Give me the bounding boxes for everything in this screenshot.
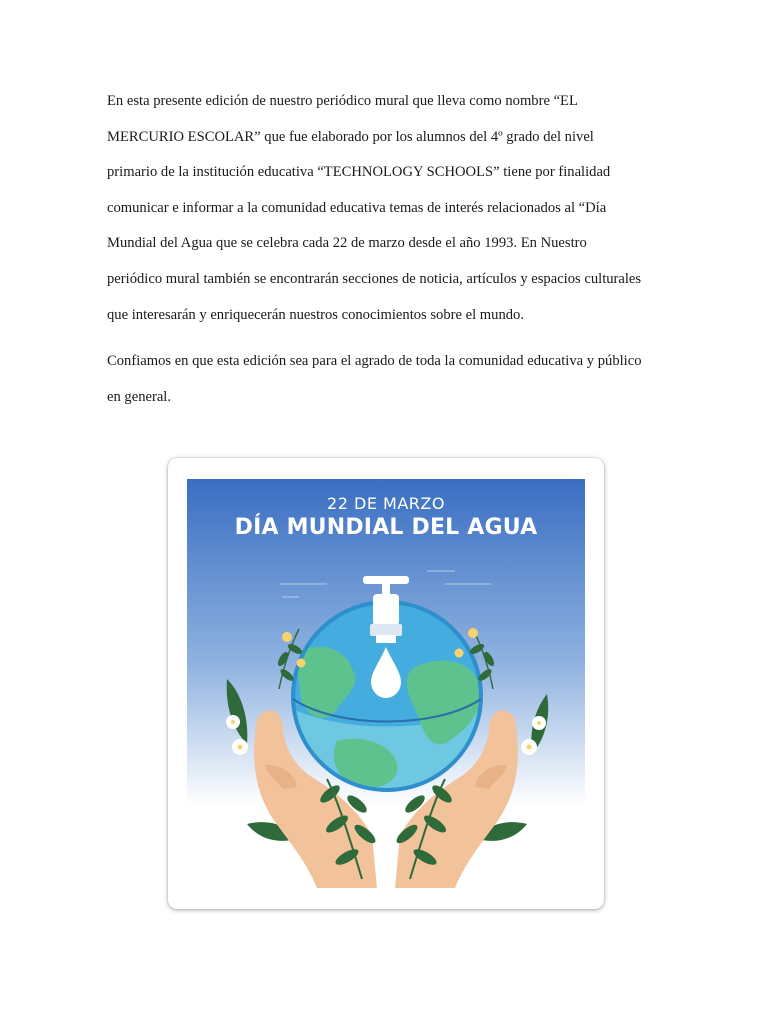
text-line: Confiamos en que esta edición sea para el agrado de toda la comunidad educativa y público [107,353,642,370]
poster-title: DÍA MUNDIAL DEL AGUA [234,515,538,540]
paragraph-spacer [107,333,667,344]
poster-date: 22 DE MARZO [327,494,445,513]
paragraph-2 [107,344,667,415]
text-line: primario de la institución educativa “TECHNOLOGY SCHOOLS” tiene por finalidad [107,164,611,181]
text-line: en general. [107,388,172,405]
body-text [107,84,667,415]
text-line: En esta presente edición de nuestro periódico mural que lleva como nombre “EL [107,93,578,109]
world-water-day-poster [187,479,585,888]
text-line: Mundial del Agua que se celebra cada 22 de marzo desde el año 1993. En Nuestro [107,235,587,252]
poster-image-card [168,458,604,909]
text-line: periódico mural también se encontrarán secciones de noticia, artículos y espacios culturales [107,270,642,287]
text-line: que interesarán y enriquecerán nuestros conocimientos sobre el mundo. [107,306,524,323]
text-line: comunicar e informar a la comunidad educativa temas de interés relacionados al “Día [107,199,607,216]
poster-illustration [187,479,585,888]
paragraph-1 [107,84,667,333]
text-line: MERCURIO ESCOLAR” que fue elaborado por los alumnos del 4º grado del nivel [107,128,594,145]
